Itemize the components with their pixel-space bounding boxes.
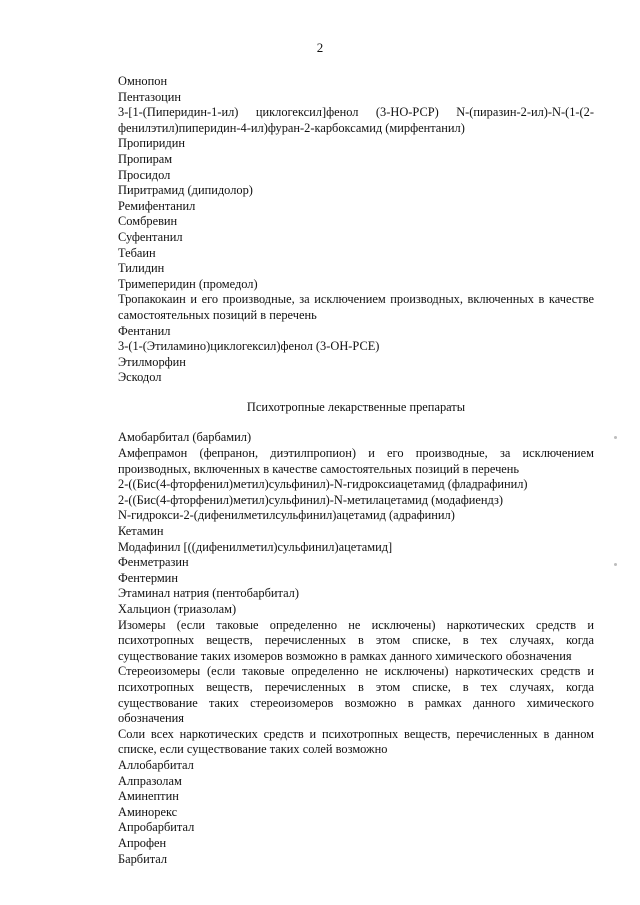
page-number: 2 <box>316 40 324 55</box>
psychotropic-list <box>118 430 594 867</box>
list-item: Ремифентанил <box>118 198 196 213</box>
list-item: Тебаин <box>118 245 156 260</box>
list-item: Амфепрамон (фепранон, диэтилпропион) и его производные, за исключением производных, включенных в качестве самостоятельных позиций в перечень <box>118 446 594 476</box>
list-item: Пропиридин <box>118 136 185 151</box>
list-item: Изомеры (если таковые определенно не исключены) наркотических средств и психотропных веществ, перечисленных в этом списке, в тех случаях, когда существование таких изомеров возможно в рамках данного химического обозначения <box>118 617 594 663</box>
list-item: Пропирам <box>118 151 173 166</box>
list-item: Пентазоцин <box>118 89 182 104</box>
list-item: Этаминал натрия (пентобарбитал) <box>118 586 299 601</box>
list-item: Эскодол <box>118 370 162 385</box>
document-body <box>118 74 594 867</box>
list-item: Фентермин <box>118 570 178 585</box>
list-item: Этилморфин <box>118 354 186 369</box>
list-item: Фенметразин <box>118 555 189 570</box>
list-item: Стереоизомеры (если таковые определенно не исключены) наркотических средств и психотропных веществ, перечисленных в этом списке, в тех случаях, когда существование таких стереоизомеров возможно в рамках данного химического обозначения <box>118 664 594 726</box>
list-item: Аминептин <box>118 789 179 804</box>
list-item: Алпразолам <box>118 773 182 788</box>
list-item: Тримеперидин (промедол) <box>118 276 258 291</box>
scan-speck <box>614 563 617 566</box>
list-item: Тропакокаин и его производные, за исключением производных, включенных в качестве самостоятельных позиций в перечень <box>118 292 594 322</box>
list-item: Фентанил <box>118 323 171 338</box>
list-item: Соли всех наркотических средств и психотропных веществ, перечисленных в данном списке, если существование таких солей возможно <box>118 726 594 757</box>
list-item: Модафинил [((дифенилметил)сульфинил)ацетамид] <box>118 539 393 554</box>
list-item: Омнопон <box>118 74 168 88</box>
list-item: Тилидин <box>118 261 165 276</box>
list-item: 2-((Бис(4-фторфенил)метил)сульфинил)-N-гидроксиацетамид (фладрафинил) <box>118 477 528 492</box>
section-heading: Психотропные лекарственные препараты <box>246 399 466 414</box>
scan-speck <box>614 436 617 439</box>
list-item: Апробарбитал <box>118 820 195 835</box>
list-item: Барбитал <box>118 851 168 866</box>
list-item: Сомбревин <box>118 214 178 229</box>
list-item: Пиритрамид (дипидолор) <box>118 183 253 198</box>
list-item: Аминорекс <box>118 804 178 819</box>
list-item: Аллобарбитал <box>118 757 194 772</box>
list-item: Кетамин <box>118 524 164 539</box>
list-item: 2-((Бис(4-фторфенил)метил)сульфинил)-N-метилацетамид (модафиендз) <box>118 492 503 507</box>
list-item: Суфентанил <box>118 229 183 244</box>
list-item: N-гидрокси-2-(дифенилметилсульфинил)ацетамид (адрафинил) <box>118 508 455 523</box>
list-item: Просидол <box>118 167 171 182</box>
narcotic-list <box>118 74 594 386</box>
list-item: 3-(1-(Этиламино)циклогексил)фенол (3-ОН-РСЕ) <box>118 339 380 354</box>
list-item: Амобарбитал (барбамил) <box>118 430 252 445</box>
list-item: Хальцион (триазолам) <box>118 602 237 616</box>
list-item: Апрофен <box>118 835 167 850</box>
list-item: 3-[1-(Пиперидин-1-ил) циклогексил]фенол (3-НО-РСР) N-(пиразин-2-ил)-N-(1-(2-фенилэтил)пиперидин-4-ил)фуран-2-карбоксамид (мирфентанил) <box>118 105 594 135</box>
